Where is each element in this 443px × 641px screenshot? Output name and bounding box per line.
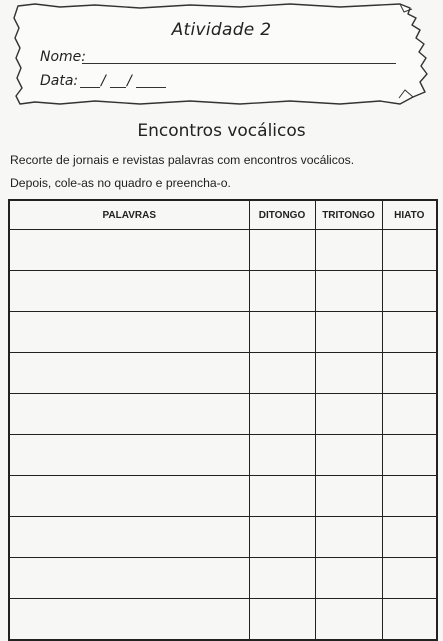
- ditongo-cell[interactable]: [249, 476, 315, 517]
- table-header-row: [9, 200, 437, 230]
- tritongo-cell[interactable]: [315, 312, 382, 353]
- hiato-cell[interactable]: [382, 312, 437, 353]
- table-body: [9, 230, 437, 641]
- palavras-cell[interactable]: [9, 517, 249, 558]
- table-row: [9, 353, 437, 394]
- hiato-cell[interactable]: [382, 558, 437, 599]
- column-header-palavras: PALAVRAS: [9, 200, 249, 230]
- palavras-cell[interactable]: [9, 394, 249, 435]
- palavras-cell[interactable]: [9, 230, 249, 271]
- ditongo-cell[interactable]: [249, 558, 315, 599]
- hiato-cell[interactable]: [382, 476, 437, 517]
- table-row: [9, 558, 437, 599]
- vowel-encounters-table: [8, 199, 438, 641]
- table-row: [9, 271, 437, 312]
- hiato-cell[interactable]: [382, 517, 437, 558]
- hiato-cell[interactable]: [382, 230, 437, 271]
- hiato-cell[interactable]: [382, 599, 437, 641]
- instruction-line-2: Depois, cole-as no quadro e preencha-o.: [10, 176, 231, 190]
- worksheet-header-scroll: [0, 0, 443, 110]
- hiato-cell[interactable]: [382, 435, 437, 476]
- tritongo-cell[interactable]: [315, 517, 382, 558]
- date-day-line: [80, 87, 100, 88]
- palavras-cell[interactable]: [9, 312, 249, 353]
- palavras-cell[interactable]: [9, 599, 249, 641]
- date-month-line: [110, 87, 126, 88]
- name-field-line: [82, 63, 396, 64]
- tritongo-cell[interactable]: [315, 558, 382, 599]
- tritongo-cell[interactable]: [315, 599, 382, 641]
- ditongo-cell[interactable]: [249, 599, 315, 641]
- table-row: [9, 394, 437, 435]
- tritongo-cell[interactable]: [315, 435, 382, 476]
- hiato-cell[interactable]: [382, 353, 437, 394]
- table-row: [9, 435, 437, 476]
- palavras-cell[interactable]: [9, 271, 249, 312]
- date-separator-1: /: [101, 73, 106, 89]
- ditongo-cell[interactable]: [249, 517, 315, 558]
- ditongo-cell[interactable]: [249, 230, 315, 271]
- table-row: [9, 517, 437, 558]
- date-year-line: [136, 87, 166, 88]
- date-label: Data:: [40, 73, 79, 89]
- table-row: [9, 599, 437, 641]
- date-separator-2: /: [127, 73, 132, 89]
- column-header-ditongo: DITONGO: [249, 200, 315, 230]
- palavras-cell[interactable]: [9, 476, 249, 517]
- table-row: [9, 476, 437, 517]
- ditongo-cell[interactable]: [249, 271, 315, 312]
- tritongo-cell[interactable]: [315, 353, 382, 394]
- section-title: Encontros vocálicos: [137, 121, 306, 141]
- name-label: Nome:: [40, 49, 87, 65]
- column-header-tritongo: TRITONGO: [315, 200, 382, 230]
- ditongo-cell[interactable]: [249, 353, 315, 394]
- palavras-cell[interactable]: [9, 435, 249, 476]
- tritongo-cell[interactable]: [315, 271, 382, 312]
- hiato-cell[interactable]: [382, 271, 437, 312]
- column-header-hiato: HIATO: [382, 200, 437, 230]
- ditongo-cell[interactable]: [249, 312, 315, 353]
- table-row: [9, 230, 437, 271]
- palavras-cell[interactable]: [9, 558, 249, 599]
- tritongo-cell[interactable]: [315, 394, 382, 435]
- table-row: [9, 312, 437, 353]
- hiato-cell[interactable]: [382, 394, 437, 435]
- palavras-cell[interactable]: [9, 353, 249, 394]
- tritongo-cell[interactable]: [315, 476, 382, 517]
- ditongo-cell[interactable]: [249, 394, 315, 435]
- tritongo-cell[interactable]: [315, 230, 382, 271]
- instruction-line-1: Recorte de jornais e revistas palavras com encontros vocálicos.: [10, 153, 355, 167]
- ditongo-cell[interactable]: [249, 435, 315, 476]
- activity-title: Atividade 2: [171, 20, 272, 40]
